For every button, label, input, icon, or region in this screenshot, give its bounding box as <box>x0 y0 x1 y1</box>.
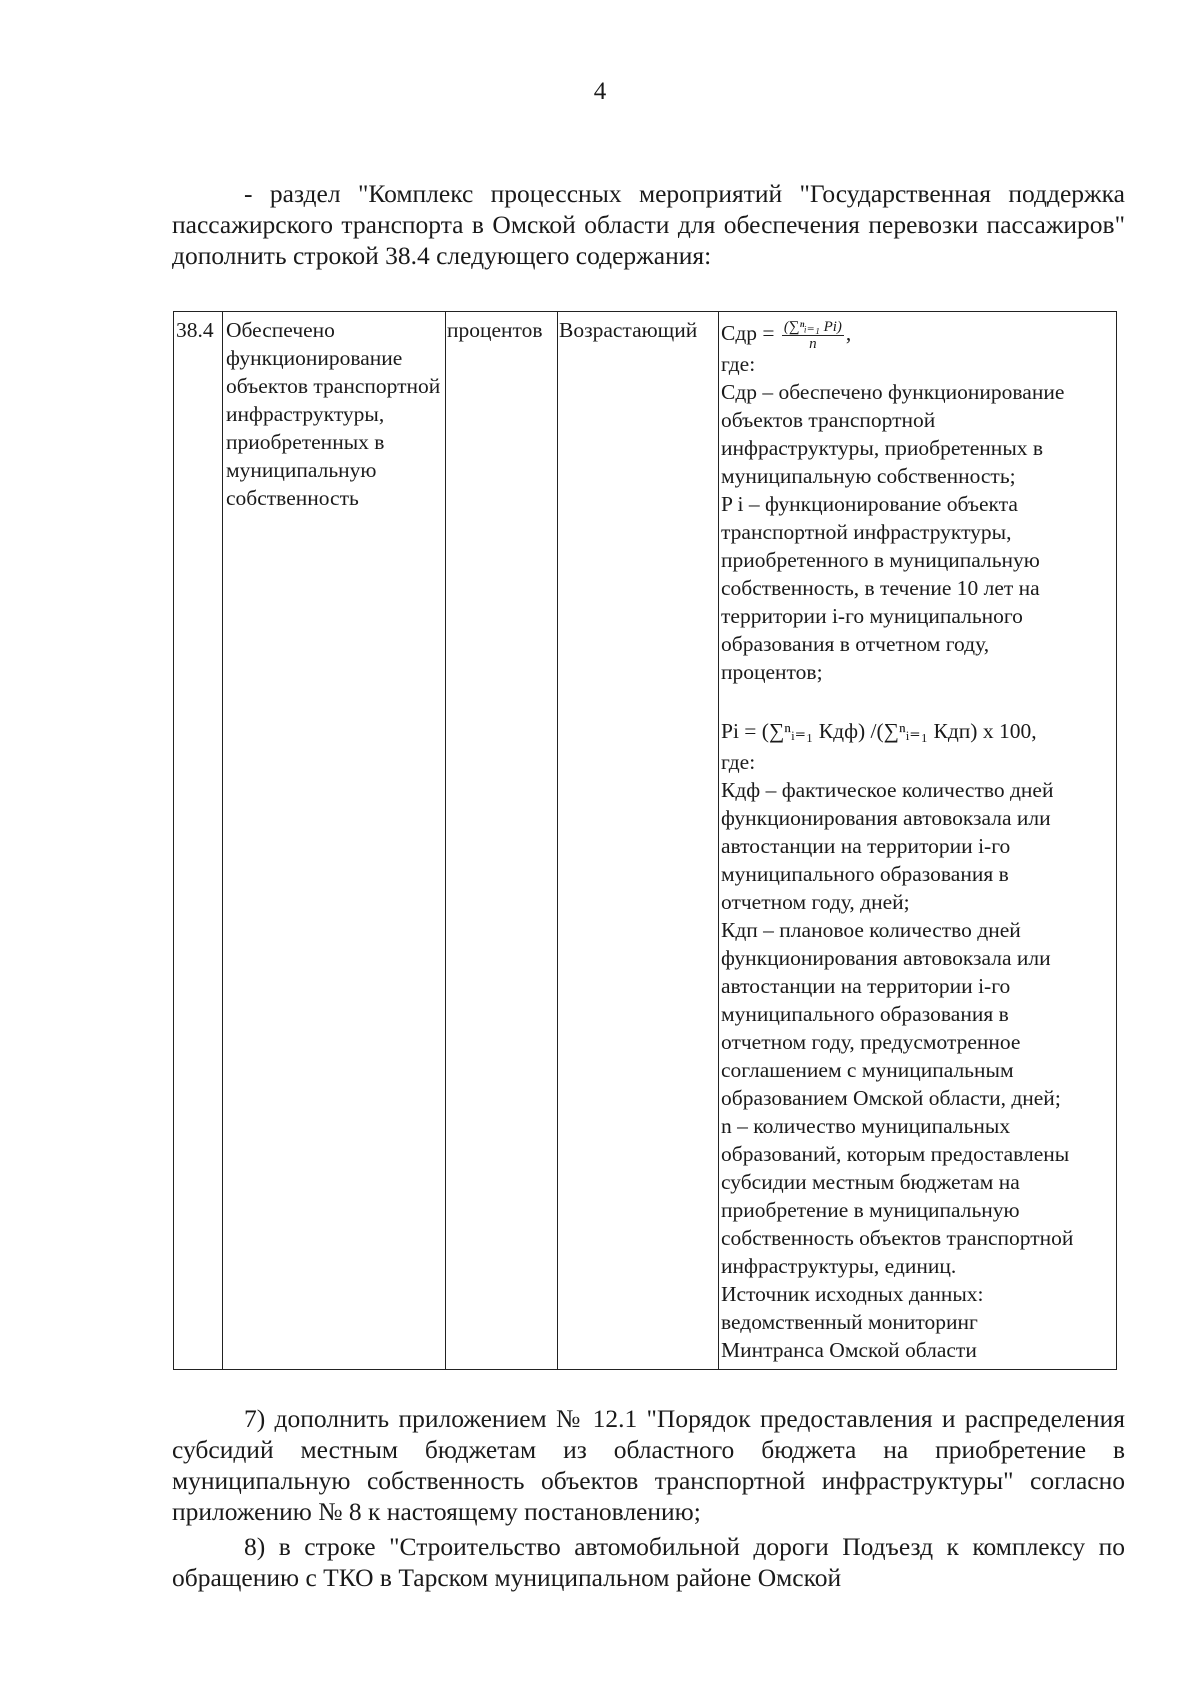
column-divider <box>222 312 223 1369</box>
method-text-line: образованием Омской области, дней; <box>721 1086 1061 1110</box>
method-text-line: муниципального образования в <box>721 862 1009 886</box>
pi-definitions <box>721 748 1116 1364</box>
formula-pi: Pi = (∑ⁿᵢ₌₁ Кдф) /(∑ⁿᵢ₌₁ Кдп) х 100, <box>721 719 1037 743</box>
method-text-line: транспортной инфраструктуры, <box>721 520 1012 544</box>
method-text-line: где: <box>721 352 756 376</box>
method-text-line: собственность, в течение 10 лет на <box>721 576 1040 600</box>
method-text-line: приобретенного в муниципальную <box>721 548 1040 572</box>
paragraph-8: 8) в строке "Строительство автомобильной дороги Подъезд к комплексу по обращению с ТКО в Тарском муниципальном районе Омской <box>172 1532 1125 1592</box>
method-text-line: Кдф – фактическое количество дней <box>721 778 1054 802</box>
method-text-line: субсидии местным бюджетам на <box>721 1170 1020 1194</box>
calculation-method-cell <box>721 316 1116 1364</box>
intro-paragraph: - раздел "Комплекс процессных мероприятий "Государственная поддержка пассажирского транспорта в Омской области для обеспечения перевозки пассажиров" дополнить строкой 38.4 следующего содержания: <box>172 179 1125 270</box>
formula-sdr-numerator: (∑ⁿᵢ₌₁ Pi) <box>783 318 842 335</box>
method-text-line: ведомственный мониторинг <box>721 1310 978 1334</box>
row-number-cell: 38.4 <box>176 318 214 342</box>
method-text-line: где: <box>721 750 756 774</box>
method-text-line: инфраструктуры, единиц. <box>721 1254 957 1278</box>
formula-sdr <box>721 316 1116 350</box>
method-text-line: объектов транспортной <box>721 408 936 432</box>
method-text-line: функционирования автовокзала или <box>721 806 1051 830</box>
method-text-line: Сдр – обеспечено функционирование <box>721 380 1065 404</box>
column-divider <box>557 312 558 1369</box>
method-text-line: процентов; <box>721 660 823 684</box>
unit-cell: процентов <box>447 318 543 342</box>
formula-sdr-fraction <box>782 319 844 352</box>
method-text-line: Источник исходных данных: <box>721 1282 984 1306</box>
formula-sdr-denominator: n <box>809 335 817 352</box>
method-text-line: инфраструктуры, приобретенных в <box>721 436 1044 460</box>
method-text-line: муниципальную собственность; <box>721 464 1016 488</box>
method-text-line: автостанции на территории i-го <box>721 834 1011 858</box>
paragraph-7: 7) дополнить приложением № 12.1 "Порядок предоставления и распределения субсидий местным бюджетам из областного бюджета на приобретение в муниципальную собственность объектов транспортной инфраструктуры" согласно приложению № 8 к настоящему постановлению; <box>172 1404 1125 1526</box>
sdr-definitions <box>721 350 1116 686</box>
method-text-line: собственность объектов транспортной <box>721 1226 1074 1250</box>
method-text-line: приобретение в муниципальную <box>721 1198 1020 1222</box>
method-text-line: n – количество муниципальных <box>721 1114 1011 1138</box>
method-text-line: P i – функционирование объекта <box>721 492 1018 516</box>
page-number: 4 <box>593 78 607 105</box>
column-divider <box>718 312 719 1369</box>
method-text-line: автостанции на территории i-го <box>721 974 1011 998</box>
method-text-line: отчетном году, предусмотренное <box>721 1030 1021 1054</box>
method-text-line: функционирования автовокзала или <box>721 946 1051 970</box>
method-text-line: соглашением с муниципальным <box>721 1058 1014 1082</box>
method-text-line: образования в отчетном году, <box>721 632 990 656</box>
formula-sdr-lhs: Сдр = <box>721 321 775 345</box>
indicator-table-row <box>173 311 1117 1370</box>
method-text-line: Минтранса Омской области <box>721 1338 977 1362</box>
blank-line <box>721 686 1116 714</box>
method-text-line: муниципального образования в <box>721 1002 1009 1026</box>
formula-sdr-tail: , <box>845 321 852 345</box>
direction-cell: Возрастающий <box>559 318 698 342</box>
method-text-line: отчетном году, дней; <box>721 890 910 914</box>
method-text-line: образований, которым предоставлены <box>721 1142 1070 1166</box>
indicator-name-cell: Обеспечено функционирование объектов транспортной инфраструктуры, приобретенных в муниципальную собственность <box>226 318 441 510</box>
method-text-line: территории i-го муниципального <box>721 604 1023 628</box>
method-text-line: Кдп – плановое количество дней <box>721 918 1021 942</box>
